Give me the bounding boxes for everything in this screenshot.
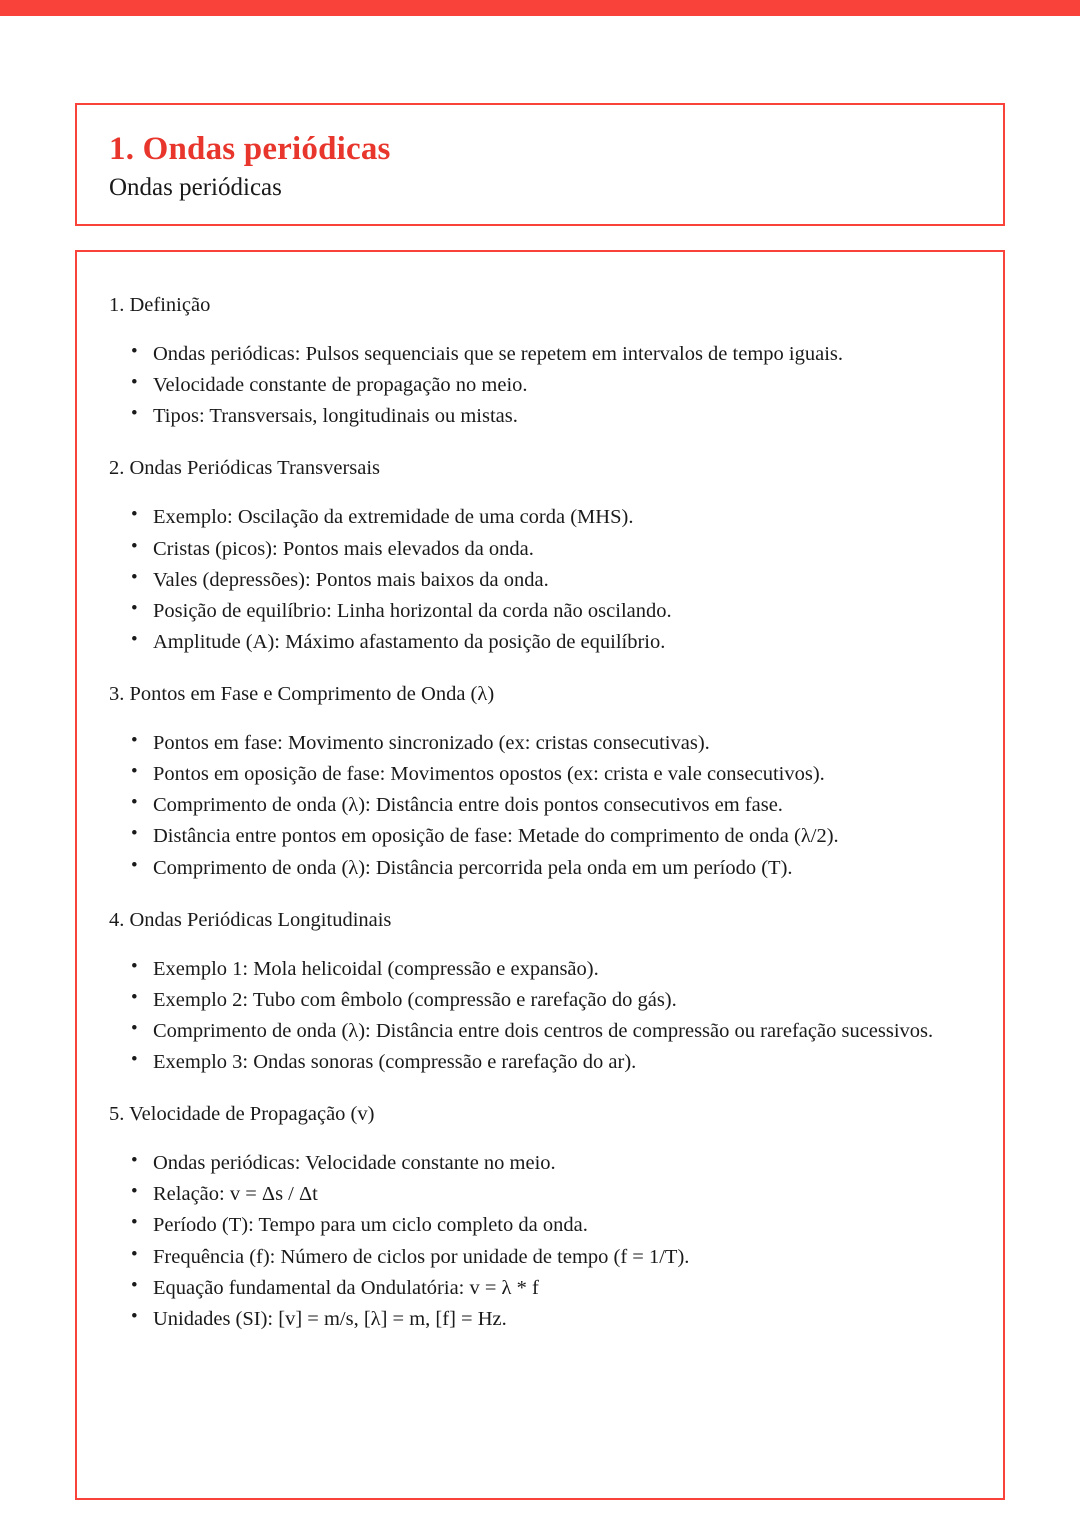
list-item: • Unidades (SI): [v] = m/s, [λ] = m, [f] = Hz.: [153, 1304, 967, 1334]
list-item: • Período (T): Tempo para um ciclo completo da onda.: [153, 1210, 967, 1240]
title-card: [75, 103, 1005, 226]
section-definicao: [109, 294, 967, 431]
section-bullet-list: [109, 339, 967, 431]
section-bullet-list: [109, 954, 967, 1078]
section-heading: 3. Pontos em Fase e Comprimento de Onda (λ): [109, 683, 495, 705]
list-item: • Cristas (picos): Pontos mais elevados da onda.: [153, 534, 967, 564]
list-item: • Posição de equilíbrio: Linha horizontal da corda não oscilando.: [153, 596, 967, 626]
list-item: • Ondas periódicas: Velocidade constante no meio.: [153, 1148, 967, 1178]
page-title: 1. Ondas periódicas: [109, 131, 391, 167]
section-ondas-transversais: [109, 457, 967, 657]
section-heading: 4. Ondas Periódicas Longitudinais: [109, 908, 392, 931]
list-item: • Comprimento de onda (λ): Distância percorrida pela onda em um período (T).: [153, 853, 967, 883]
list-item: • Comprimento de onda (λ): Distância entre dois pontos consecutivos em fase.: [153, 790, 967, 820]
section-heading: 1. Definição: [109, 294, 211, 316]
section-bullet-list: [109, 728, 967, 883]
list-item: • Exemplo 2: Tubo com êmbolo (compressão e rarefação do gás).: [153, 985, 967, 1015]
top-accent-bar: [0, 0, 1080, 16]
section-bullet-list: [109, 1148, 967, 1334]
list-item: • Pontos em oposição de fase: Movimentos opostos (ex: crista e vale consecutivos).: [153, 759, 967, 789]
section-heading: 2. Ondas Periódicas Transversais: [109, 457, 381, 480]
list-item: • Amplitude (A): Máximo afastamento da posição de equilíbrio.: [153, 627, 967, 657]
list-item: • Exemplo 1: Mola helicoidal (compressão e expansão).: [153, 954, 967, 984]
list-item: • Exemplo 3: Ondas sonoras (compressão e rarefação do ar).: [153, 1047, 967, 1077]
list-item: • Exemplo: Oscilação da extremidade de uma corda (MHS).: [153, 502, 967, 532]
list-item: • Equação fundamental da Ondulatória: v = λ * f: [153, 1273, 967, 1303]
list-item: • Vales (depressões): Pontos mais baixos da onda.: [153, 565, 967, 595]
content-card: [75, 250, 1005, 1500]
list-item: • Pontos em fase: Movimento sincronizado (ex: cristas consecutivas).: [153, 728, 967, 758]
list-item: • Velocidade constante de propagação no meio.: [153, 370, 967, 400]
section-heading: 5. Velocidade de Propagação (v): [109, 1103, 375, 1126]
list-item: • Frequência (f): Número de ciclos por unidade de tempo (f = 1/T).: [153, 1242, 967, 1272]
page-subtitle: Ondas periódicas: [109, 174, 282, 201]
section-velocidade-propagacao: [109, 1103, 967, 1334]
page-content: [0, 103, 1080, 1500]
list-item: • Relação: v = Δs / Δt: [153, 1179, 967, 1209]
section-ondas-longitudinais: [109, 909, 967, 1078]
list-item: • Distância entre pontos em oposição de fase: Metade do comprimento de onda (λ/2).: [153, 821, 967, 851]
list-item: • Comprimento de onda (λ): Distância entre dois centros de compressão ou rarefação sucessivos.: [153, 1016, 967, 1046]
section-bullet-list: [109, 502, 967, 657]
section-pontos-em-fase: [109, 683, 967, 883]
list-item: • Ondas periódicas: Pulsos sequenciais que se repetem em intervalos de tempo iguais.: [153, 339, 967, 369]
list-item: • Tipos: Transversais, longitudinais ou mistas.: [153, 401, 967, 431]
